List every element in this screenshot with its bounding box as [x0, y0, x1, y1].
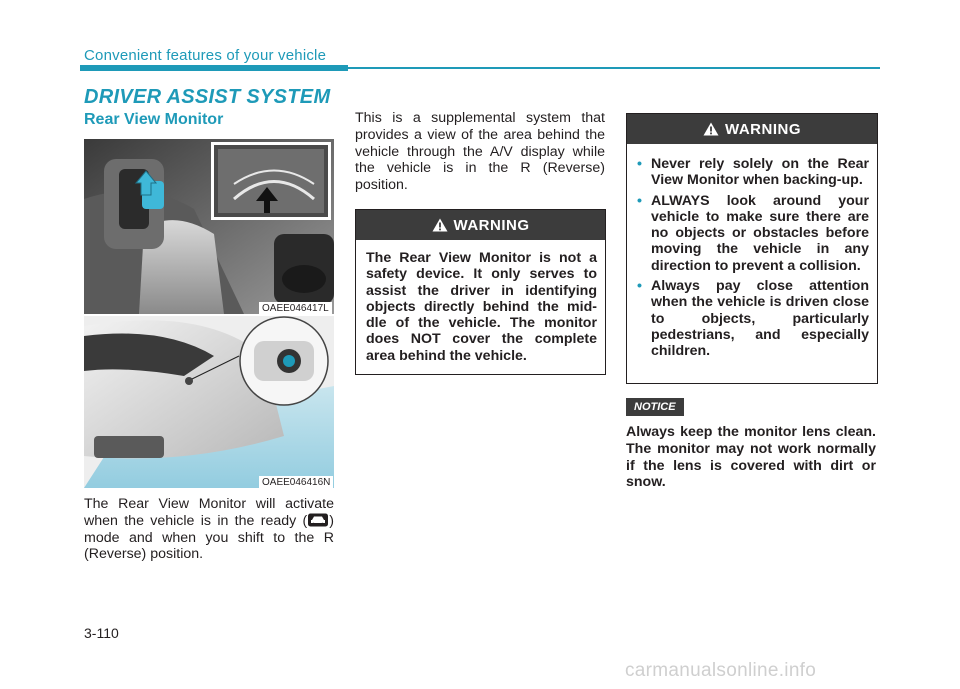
section-subtitle: Rear View Monitor [84, 111, 224, 128]
page-number: 3-110 [84, 625, 119, 641]
activation-text-end: ) mode and when you shift to the R (Reverse) position. [84, 512, 334, 563]
warning-heading: WARNING [725, 120, 801, 138]
intro-paragraph: This is a supplemental system that provides a view of the area behind the vehicle through the A/V display while the vehicle is in the R (Reverse) position. [355, 110, 605, 194]
watermark: carmanualsonline.info [625, 660, 817, 681]
warning-box-middle [355, 209, 606, 375]
warning-list-body [627, 144, 877, 360]
ready-car-icon [307, 513, 329, 527]
warning-text: The Rear View Monitor is not a safety device. It only serves to assist the driver in identifying objects directly behind the mid-dle of the vehicle. The monitor does NOT cover the complete area behind the vehicle. [366, 250, 597, 364]
warning-heading: WARNING [453, 216, 530, 234]
figure-rear-camera [84, 316, 334, 488]
warning-triangle-icon [432, 218, 448, 232]
figure-gear-selector [84, 139, 334, 314]
header-rule-thick [80, 65, 348, 71]
rear-camera-illustration [84, 316, 334, 488]
figure-code-top: OAEE046417L [259, 302, 332, 315]
chapter-title: DRIVER ASSIST SYSTEM [84, 86, 331, 108]
warning-header [356, 210, 605, 240]
list-item: • Never rely solely on the Rear View Monitor when backing-up. [637, 156, 869, 189]
notice-text: Always keep the monitor lens clean. The monitor may not work normally if the lens is covered with dirt or snow. [626, 424, 876, 491]
figure-code-bottom: OAEE046416N [259, 476, 333, 489]
warning-list [637, 156, 869, 360]
list-item: • Always pay close attention when the vehicle is driven close to objects, particularly pedestrians, and especially children. [637, 278, 869, 359]
section-label: Convenient features of your vehicle [84, 47, 327, 64]
warning-header [627, 114, 877, 144]
warning-box-right [626, 113, 878, 384]
list-item: • ALWAYS look around your vehicle to make sure there are no objects or obstacles before moving the vehicle in any direction to prevent a collision. [637, 193, 869, 274]
activation-paragraph [84, 496, 334, 563]
notice-badge: NOTICE [626, 398, 684, 416]
gear-selector-illustration [84, 139, 334, 314]
warning-triangle-icon [703, 122, 719, 136]
activation-text-start: The Rear View Monitor will activate when the vehicle is in the ready ( [84, 496, 334, 529]
header-rule-thin [348, 67, 880, 69]
